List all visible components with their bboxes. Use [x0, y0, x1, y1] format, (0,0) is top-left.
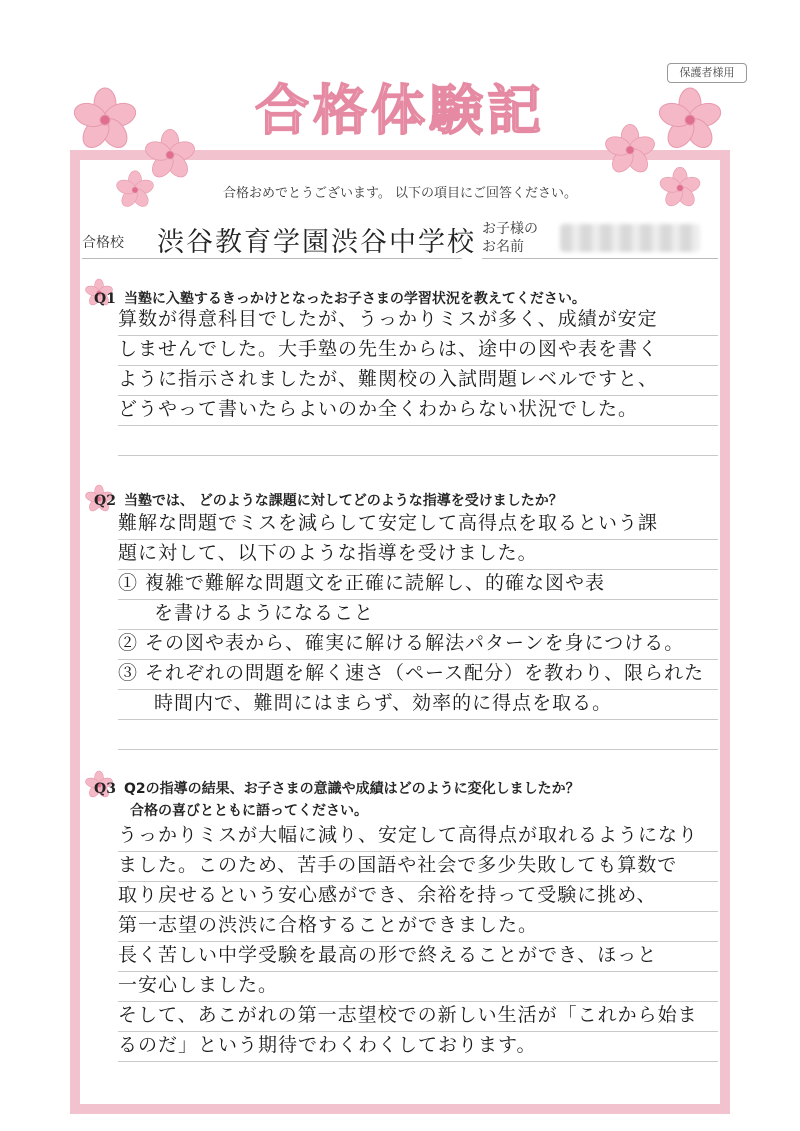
answer-line: 一安心しました。 [118, 972, 718, 1002]
guardian-badge: 保護者様用 [667, 63, 747, 83]
q2-question: 当塾では、 どのような課題に対してどのような指導を受けましたか？ [123, 493, 563, 509]
answer-line [118, 720, 718, 750]
answer-line: 第一志望の渋渋に合格することができました。 [118, 912, 718, 942]
answer-line: ました。このため、苦手の国語や社会で多少失敗しても算数で [118, 852, 718, 882]
q1-heading [94, 288, 724, 308]
page-title: 合格体験記 [255, 78, 545, 142]
answer-line: を書けるようになること [118, 600, 718, 630]
q3-question-sub: 合格の喜びとともに語ってください。 [130, 803, 368, 819]
name-label: お子様の お名前 [482, 221, 538, 255]
answer-line: 時間内で、難問にはまらず、効率的に得点を取る。 [118, 690, 718, 720]
q3-answer [118, 822, 718, 1062]
answer-line: しませんでした。大手塾の先生からは、途中の図や表を書く [118, 336, 718, 366]
school-row [82, 218, 718, 260]
answer-line: 題に対して、以下のような指導を受けました。 [118, 540, 718, 570]
answer-line: 難解な問題でミスを減らして安定して高得点を取るという課 [118, 510, 718, 540]
answer-line: ① 複雑で難解な問題文を正確に読解し、的確な図や表 [118, 570, 718, 600]
school-underline [82, 258, 462, 259]
answer-line: 長く苦しい中学受験を最高の形で終えることができ、ほっと [118, 942, 718, 972]
name-underline [482, 258, 718, 259]
answer-line [118, 426, 718, 456]
answer-line: るのだ」という期待でわくわくしております。 [118, 1032, 718, 1062]
q3-number: Q3 [94, 781, 116, 797]
answer-line: ように指示されましたが、難関校の入試問題レベルですと、 [118, 366, 718, 396]
school-value: 渋谷教育学園渋谷中学校 [157, 227, 476, 258]
answer-line: ③ それぞれの問題を解く速さ（ペース配分）を教わり、限られた [118, 660, 718, 690]
q2-answer [118, 510, 718, 750]
q2-heading [94, 490, 724, 510]
q3-heading [94, 778, 724, 822]
answer-line: ② その図や表から、確実に解ける解法パターンを身につける。 [118, 630, 718, 660]
q1-number: Q1 [94, 291, 116, 307]
name-redacted [560, 224, 700, 252]
answer-line: うっかりミスが大幅に減り、安定して高得点が取れるようになり [118, 822, 718, 852]
answer-line: 取り戻せるという安心感ができ、余裕を持って受験に挑め、 [118, 882, 718, 912]
answer-line: 算数が得意科目でしたが、うっかりミスが多く、成績が安定 [118, 306, 718, 336]
answer-line: そして、あこがれの第一志望校での新しい生活が「これから始ま [118, 1002, 718, 1032]
school-label: 合格校 [82, 235, 124, 251]
instructions: 合格おめでとうございます。 以下の項目にご回答ください。 [222, 186, 578, 201]
q3-question: Q2の指導の結果、お子さまの意識や成績はどのように変化しましたか？ [123, 781, 580, 797]
answer-line: どうやって書いたらよいのか全くわからない状況でした。 [118, 396, 718, 426]
q1-question: 当塾に入塾するきっかけとなったお子さまの学習状況を教えてください。 [123, 291, 586, 307]
q2-number: Q2 [94, 493, 116, 509]
q1-answer [118, 306, 718, 456]
